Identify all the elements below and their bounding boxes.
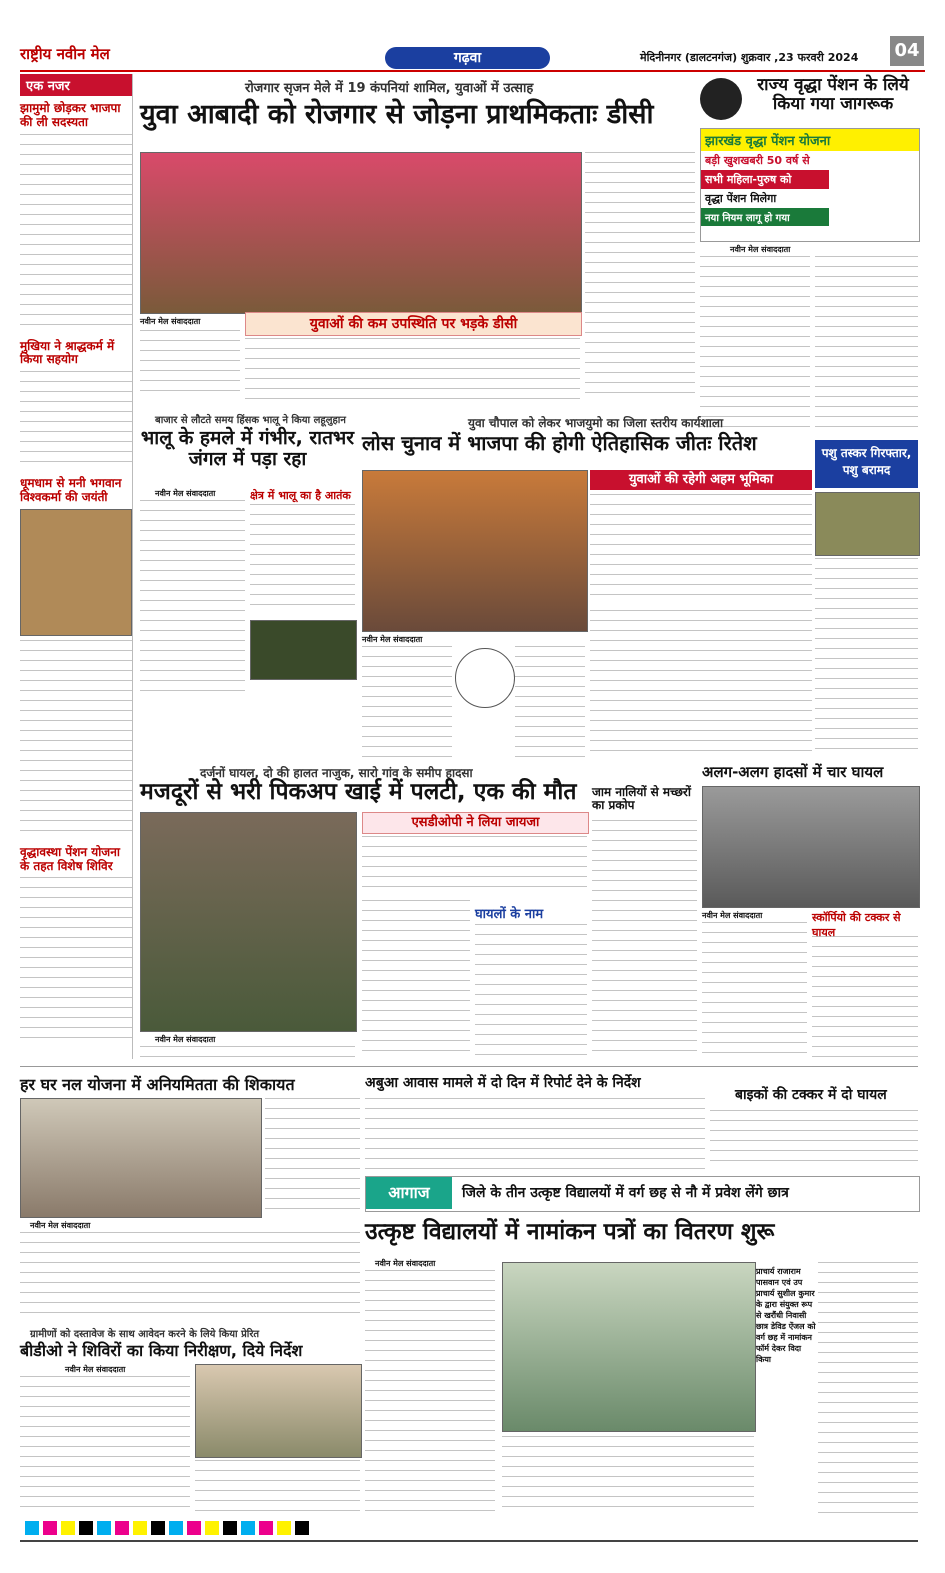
mosquito-headline: जाम नालियों से मच्छरों का प्रकोप <box>592 785 691 813</box>
bear-headline: भालू के हमले में गंभीर, रातभर जंगल में पड़ा रहा <box>140 427 355 470</box>
lead-kicker: रोजगार सृजन मेले में 19 कंपनियां शामिल, युवाओं में उत्साह <box>245 81 534 96</box>
lead-subhead: युवाओं की कम उपस्थिति पर भड़के डीसी <box>245 312 582 336</box>
brief-body-1 <box>20 134 132 334</box>
pension-body-b <box>815 256 918 436</box>
dateline: मेदिनीनगर (डालटनगंज) शुक्रवार ,23 फरवरी 2024 <box>640 51 859 64</box>
row-divider-1 <box>20 1066 918 1067</box>
job-fair-photo <box>140 152 582 314</box>
school-strap: जिले के तीन उत्कृष्ट विद्यालयों में वर्ग छह से नौ में प्रवेश लेंगे छात्र <box>462 1185 789 1201</box>
bear-kicker: बाजार से लौटते समय हिंसक भालू ने किया लहूलुहान <box>155 415 346 426</box>
pickup-body-b <box>362 836 587 896</box>
pension-byline: नवीन मेल संवाददाता <box>730 245 791 254</box>
bike-body <box>710 1110 918 1170</box>
brief-title-4: वृद्धावस्था पेंशन योजना के तहत विशेष शिविर <box>20 844 120 873</box>
cattle-body <box>815 558 918 758</box>
bjp-kicker: युवा चौपाल को लेकर भाजयुमो का जिला स्तरीय कार्यशाला <box>468 416 724 430</box>
pickup-body-d <box>475 924 587 1060</box>
ek-nazar-label: एक नजर <box>20 74 132 96</box>
bjp-body-b <box>362 646 452 758</box>
nal-photo <box>20 1098 262 1218</box>
abua-body <box>365 1098 705 1170</box>
color-registration-bar <box>25 1520 505 1534</box>
nal-body-b <box>20 1232 360 1322</box>
accidents-headline: अलग-अलग हादसों में चार घायल <box>702 763 884 781</box>
injured-title: घायलों के नाम <box>475 907 544 922</box>
abua-headline: अबुआ आवास मामले में दो दिन में रिपोर्ट देने के निर्देश <box>365 1075 641 1091</box>
page-number: 04 <box>890 36 924 66</box>
footer-rule <box>20 1540 918 1542</box>
pension-ad-line4: नया नियम लागू हो गया <box>701 208 829 226</box>
pickup-headline: मजदूरों से भरी पिकअप खाई में पलटी, एक की मौत <box>140 779 577 805</box>
brief-title-1: झामुमो छोड़कर भाजपा की ली सदस्यता <box>20 101 121 129</box>
pension-ad-title: झारखंड वृद्धा पेंशन योजना <box>701 129 919 151</box>
bdo-byline: नवीन मेल संवाददाता <box>65 1365 126 1374</box>
brief-body-4 <box>20 877 132 1047</box>
school-byline: नवीन मेल संवाददाता <box>375 1259 436 1268</box>
bear-box-title: क्षेत्र में भालू का है आतंक <box>250 489 351 502</box>
bear-photo <box>250 620 357 680</box>
school-body-a <box>365 1270 495 1515</box>
accidents-byline: नवीन मेल संवाददाता <box>702 911 763 920</box>
nal-body-a <box>265 1098 360 1216</box>
brief-title-2: मुखिया ने श्राद्धकर्म में किया सहयोग <box>20 338 115 367</box>
cattle-photo <box>815 492 920 556</box>
cattle-headline: पशु तस्कर गिरफ्तार, पशु बरामद <box>815 440 918 488</box>
school-tag: आगाज <box>366 1177 452 1209</box>
bike-headline: बाइकों की टक्कर में दो घायल <box>735 1087 887 1103</box>
pickup-photo <box>140 812 357 1032</box>
bdo-kicker: ग्रामीणों को दस्तावेज के साथ आवेदन करने के लिये किया प्रेरित <box>30 1329 260 1340</box>
accidents-body-b <box>812 936 918 1060</box>
lead-byline: नवीन मेल संवाददाता <box>140 317 201 326</box>
school-body-b <box>502 1436 754 1515</box>
bjp-body-d <box>590 610 812 758</box>
bjp-box-title-wrap <box>590 470 812 490</box>
bjp-box-title: युवाओं की रहेगी अहम भूमिका <box>590 470 812 490</box>
pension-ad-line3: वृद्धा पेंशन मिलेगा <box>705 192 777 205</box>
pension-ad-line2: सभी महिला-पुरुष को <box>701 170 829 189</box>
bdo-body-b <box>195 1460 360 1514</box>
bear-body-a <box>140 500 245 700</box>
pickup-body-c <box>362 900 470 1060</box>
accidents-body-a <box>702 922 807 1060</box>
accidents-photo <box>702 786 920 908</box>
bjp-headline: लोस चुनाव में भाजपा की होगी ऐतिहासिक जीतः रितेश <box>362 431 757 455</box>
bjp-byline: नवीन मेल संवाददाता <box>362 635 423 644</box>
pickup-kicker: दर्जनों घायल, दो की हालत नाजुक, सारो गांव के समीप हादसा <box>200 766 473 780</box>
bjp-photo <box>362 470 588 632</box>
lead-headline: युवा आबादी को रोजगार से जोड़ना प्राथमिकताः डीसी <box>140 99 654 130</box>
pension-ad-line1: बड़ी खुशखबरी 50 वर्ष से <box>705 154 810 167</box>
vishwakarma-photo <box>20 509 132 636</box>
school-body-c <box>818 1262 918 1515</box>
bdo-headline: बीडीओ ने शिविरों का किया निरीक्षण, दिये निर्देश <box>20 1341 303 1360</box>
nal-byline: नवीन मेल संवाददाता <box>30 1221 91 1230</box>
bear-body-b <box>250 504 355 614</box>
bjp-quote-circle <box>455 648 515 708</box>
pension-body-a <box>700 256 810 436</box>
section-title: गढ़वा <box>385 47 550 69</box>
pension-ad <box>700 128 920 242</box>
masthead: राष्ट्रीय नवीन मेल <box>20 45 110 63</box>
nal-headline: हर घर नल योजना में अनियमितता की शिकायत <box>20 1075 295 1094</box>
lead-body-a <box>140 330 240 400</box>
pickup-body-a <box>140 1046 355 1060</box>
brief-title-3: धूमधाम से मनी भगवान विश्वकर्मा की जयंती <box>20 476 122 504</box>
mosquito-body <box>592 820 697 1060</box>
pension-headline: राज्य वृद्धा पेंशन के लिये किया गया जागरूक <box>757 75 909 114</box>
school-photo <box>502 1262 756 1432</box>
pickup-byline: नवीन मेल संवाददाता <box>155 1035 216 1044</box>
brief-body-3 <box>20 640 132 840</box>
bdo-body-a <box>20 1376 190 1514</box>
bear-byline: नवीन मेल संवाददाता <box>155 489 216 498</box>
school-headline: उत्कृष्ट विद्यालयों में नामांकन पत्रों का वितरण शुरू <box>365 1219 775 1245</box>
pension-badge <box>700 78 742 120</box>
pickup-box-title: एसडीओपी ने लिया जायजा <box>362 812 589 834</box>
bdo-photo <box>195 1364 362 1458</box>
bjp-body-a <box>590 494 812 604</box>
left-column <box>20 74 133 1059</box>
bjp-body-c <box>515 646 585 758</box>
lead-body-c <box>585 152 695 400</box>
brief-body-2 <box>20 371 132 471</box>
accidents-subhead: स्कॉर्पियो की टक्कर से घायल <box>812 911 901 939</box>
school-caption: प्राचार्य राजाराम पासवान एवं उप प्राचार्य सुशील कुमार के द्वारा संयुक्त रूप से खरौंधी निवासी छात्र डेविड ऐंजल को वर्ग छह में नामांकन फॉर्म देकर विदा किया <box>756 1267 816 1364</box>
lead-body-b <box>245 338 580 400</box>
